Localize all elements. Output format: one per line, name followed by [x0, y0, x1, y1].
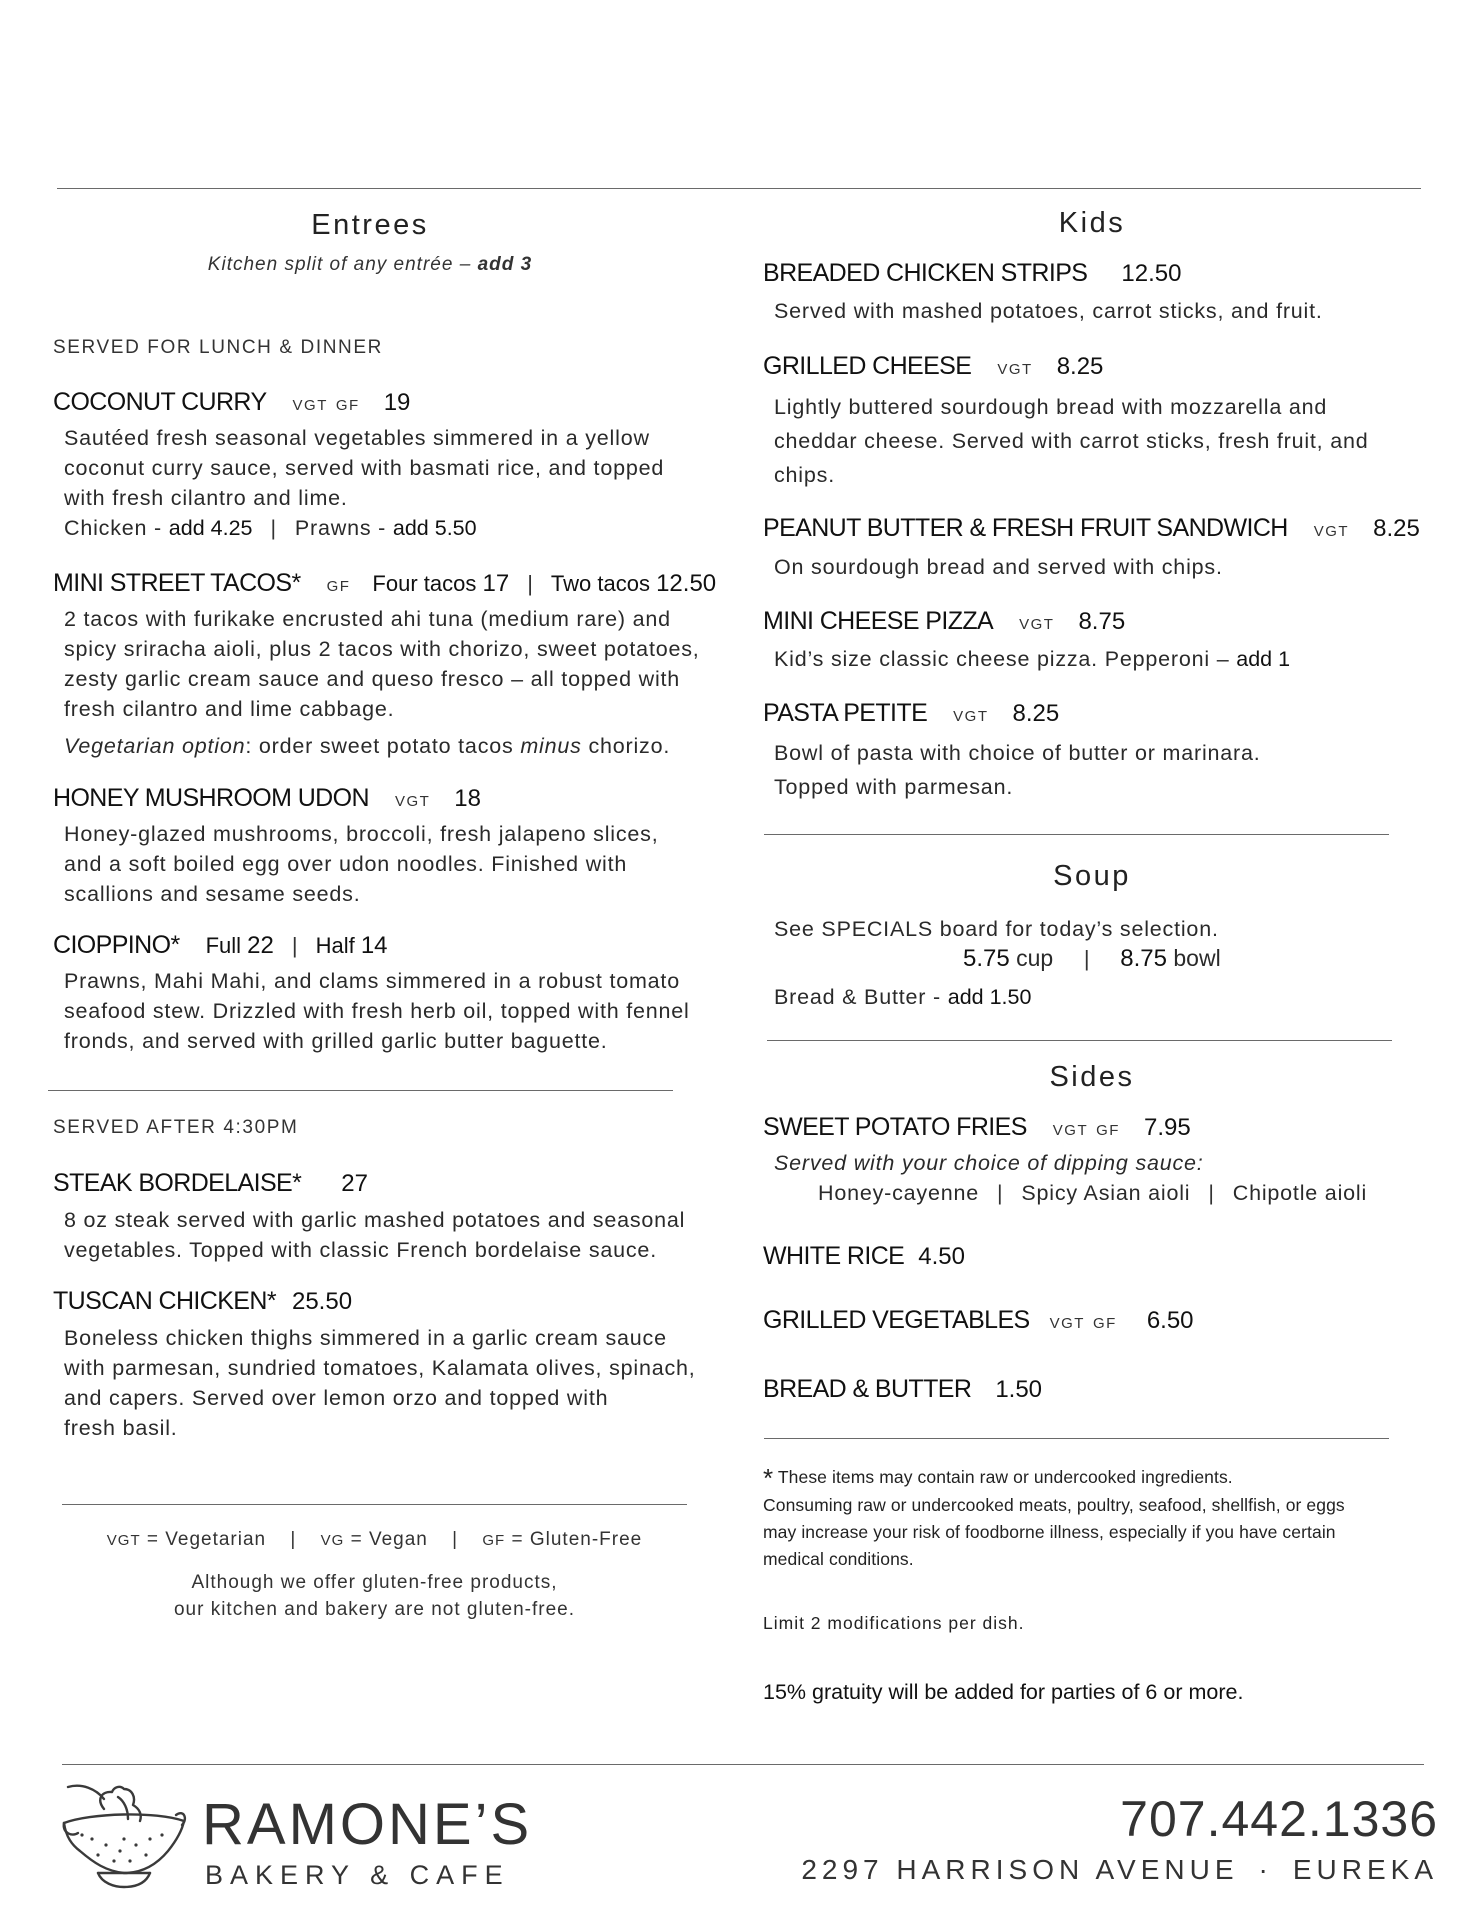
gratuity-note: 15% gratuity will be added for parties of 6 or more. — [763, 1680, 1244, 1704]
address: 2297 HARRISON AVENUE · EUREKA — [801, 1854, 1438, 1885]
brand-subtitle: BAKERY & CAFE — [205, 1860, 510, 1890]
item-name: PASTA PETITE — [763, 699, 928, 727]
lunch-dinner-label: SERVED FOR LUNCH & DINNER — [53, 337, 383, 358]
addon-prawns: Prawns - add 5.50 — [294, 516, 477, 540]
item-name: COCONUT CURRY — [53, 388, 267, 416]
vegetarian-tag: VGT — [292, 397, 328, 414]
brand-name: RAMONE’S — [202, 1792, 533, 1857]
kids-title: Kids — [1058, 207, 1126, 239]
diet-legend: VGT = Vegetarian | VG = Vegan | GF = Gluten-Free — [106, 1529, 643, 1550]
menu-item-coconut-curry — [53, 388, 410, 417]
item-name: PEANUT BUTTER & FRESH FRUIT SANDWICH — [763, 514, 1288, 542]
soup-cup: 5.75 cup — [963, 945, 1054, 972]
item-description: Honey-glazed mushrooms, broccoli, fresh jalapeno slices, and a soft boiled egg over udon noodles. Finished with scallions and sesame seeds. — [64, 822, 659, 906]
menu-item-tuscan-chicken — [53, 1287, 352, 1316]
menu-item-peanut-butter-sandwich — [763, 514, 1420, 543]
menu-item-grilled-cheese — [763, 352, 1103, 381]
item-price: 19 — [383, 389, 411, 416]
menu-item-breaded-chicken-strips — [763, 259, 1181, 288]
vegetarian-tag: VGT — [1049, 1315, 1085, 1332]
modification-limit-note: Limit 2 modifications per dish. — [763, 1613, 1025, 1633]
option-half: Half 14 — [315, 932, 388, 959]
item-price: 27 — [341, 1170, 368, 1197]
vegetarian-tag: VGT — [1052, 1122, 1089, 1139]
option-full: Full 22 — [205, 932, 274, 959]
item-description: 2 tacos with furikake encrusted ahi tuna (medium rare) and spicy sriracha aioli, plus 2 tacos with chorizo, sweet potatoes, zesty garlic cream sauce and queso fresco – all topped with fresh cilantro and lime cabbage. — [64, 607, 700, 721]
soup-prices: 5.75 cup | 8.75 bowl — [963, 945, 1221, 972]
item-name: WHITE RICE — [763, 1242, 905, 1270]
item-price: 8.25 — [1012, 700, 1060, 727]
item-name: TUSCAN CHICKEN* — [53, 1287, 276, 1315]
item-name: GRILLED VEGETABLES — [763, 1306, 1030, 1334]
menu-item-mini-street-tacos: MINI STREET TACOS* GF Four tacos 17 | Two tacos 12.50 — [53, 569, 717, 597]
vegetarian-tag: VGT — [997, 361, 1033, 378]
soup-bread-addon: Bread & Butter - add 1.50 — [774, 985, 1032, 1009]
kitchen-split-note: Kitchen split of any entrée – add 3 — [207, 254, 533, 275]
item-price: 18 — [454, 785, 481, 812]
menu-item-cioppino: CIOPPINO* Full 22 | Half 14 — [53, 931, 388, 959]
menu-item-sweet-potato-fries — [763, 1113, 1191, 1142]
phone-number: 707.442.1336 — [1120, 1791, 1438, 1847]
entrees-divider — [48, 1090, 673, 1091]
menu-item-grilled-vegetables — [763, 1306, 1194, 1335]
item-name: GRILLED CHEESE — [763, 352, 972, 380]
item-description: Served with mashed potatoes, carrot sticks, and fruit. — [774, 299, 1323, 323]
vegetarian-option-note: Vegetarian option: order sweet potato tacos minus chorizo. — [64, 734, 671, 758]
item-name: BREAD & BUTTER — [763, 1375, 972, 1403]
legend-gluten-free: GF = Gluten-Free — [482, 1529, 643, 1550]
item-name: MINI STREET TACOS* — [53, 569, 301, 597]
menu-item-mini-cheese-pizza — [763, 607, 1125, 636]
sauce-chipotle-aioli: Chipotle aioli — [1232, 1181, 1368, 1205]
menu-item-pasta-petite — [763, 699, 1059, 728]
after-430-label: SERVED AFTER 4:30PM — [53, 1117, 299, 1138]
entrees-title: Entrees — [311, 209, 429, 241]
vegetarian-tag: VGT — [1313, 523, 1350, 540]
legend-vegetarian: VGT = Vegetarian — [106, 1529, 267, 1550]
item-description: Sautéed fresh seasonal vegetables simmered in a yellow coconut curry sauce, served with basmati rice, and topped with fresh cilantro and lime. Chicken - add 4.25 | Prawns - add 5.50 — [64, 426, 665, 540]
gluten-free-disclaimer: Although we offer gluten-free products, our kitchen and bakery are not gluten-free. — [173, 1572, 576, 1620]
asterisk: * — [763, 1463, 774, 1493]
item-name: MINI CHEESE PIZZA — [763, 607, 994, 635]
item-description: On sourdough bread and served with chips. — [774, 555, 1223, 579]
item-price: 8.25 — [1373, 515, 1420, 542]
item-price: 25.50 — [291, 1288, 353, 1315]
dipping-sauce-intro: Served with your choice of dipping sauce: — [774, 1151, 1204, 1175]
gluten-free-tag: GF — [1092, 1315, 1117, 1332]
kitchen-split-price: add 3 — [477, 254, 533, 275]
sides-title: Sides — [1049, 1061, 1135, 1093]
addon-chicken: Chicken - add 4.25 — [64, 516, 253, 540]
vegetarian-tag: VGT — [394, 793, 431, 810]
legend-vegan: VG = Vegan — [320, 1529, 428, 1550]
vegetarian-tag: VGT — [1019, 616, 1055, 633]
gluten-free-tag: GF — [326, 578, 351, 595]
pepperoni-add-price: add 1 — [1236, 647, 1291, 671]
menu-item-honey-mushroom-udon — [53, 784, 481, 813]
item-description: Prawns, Mahi Mahi, and clams simmered in a robust tomato seafood stew. Drizzled with fresh herb oil, topped with fennel fronds, and served with grilled garlic butter baguette. — [64, 969, 690, 1053]
sauce-spicy-asian-aioli: Spicy Asian aioli — [1021, 1181, 1191, 1205]
item-price: 7.95 — [1143, 1114, 1191, 1141]
raw-food-warning: * These items may contain raw or undercooked ingredients. Consuming raw or undercooked meats, poultry, seafood, shellfish, or eggs may increase your risk of foodborne illness, especially if you have certain medical conditions. — [763, 1463, 1345, 1569]
soup-bowl: 8.75 bowl — [1120, 945, 1221, 972]
item-description: Lightly buttered sourdough bread with mozzarella and cheddar cheese. Served with carrot sticks, fresh fruit, and chips. — [774, 395, 1369, 487]
menu-item-bread-butter — [763, 1375, 1042, 1404]
gluten-free-tag: GF — [1096, 1122, 1120, 1139]
vegetarian-tag: VGT — [953, 708, 989, 725]
option-two-tacos: Two tacos 12.50 — [550, 570, 717, 597]
menu-item-white-rice — [763, 1242, 965, 1271]
item-price: 12.50 — [1121, 260, 1182, 287]
kids-divider — [764, 834, 1389, 835]
sides-divider — [764, 1438, 1389, 1439]
footer-divider — [62, 1764, 1424, 1765]
item-name: SWEET POTATO FRIES — [763, 1113, 1027, 1141]
item-price: 4.50 — [918, 1243, 965, 1270]
menu-item-steak-bordelaise — [53, 1169, 368, 1198]
legend-divider — [62, 1504, 687, 1505]
top-divider — [57, 188, 1421, 189]
item-name: STEAK BORDELAISE* — [53, 1169, 302, 1197]
item-name: CIOPPINO* — [53, 931, 180, 959]
item-price: 8.25 — [1056, 353, 1104, 380]
soup-specials-note: See SPECIALS board for today’s selection. — [774, 917, 1219, 941]
item-name: HONEY MUSHROOM UDON — [53, 784, 369, 812]
item-name: BREADED CHICKEN STRIPS — [763, 259, 1088, 287]
option-four-tacos: Four tacos 17 — [372, 570, 510, 597]
item-price: 1.50 — [995, 1376, 1043, 1403]
bakery-bowl-logo-icon — [58, 1779, 190, 1894]
item-price: 6.50 — [1146, 1307, 1194, 1334]
item-price: 8.75 — [1078, 608, 1126, 635]
dipping-sauce-options: Honey-cayenne | Spicy Asian aioli | Chipotle aioli — [818, 1181, 1368, 1205]
soup-divider — [767, 1040, 1392, 1041]
gluten-free-tag: GF — [335, 397, 360, 414]
sauce-honey-cayenne: Honey-cayenne — [818, 1181, 979, 1205]
item-description: Kid’s size classic cheese pizza. Pepperoni – add 1 — [774, 647, 1291, 671]
item-description: 8 oz steak served with garlic mashed potatoes and seasonal vegetables. Topped with classic French bordelaise sauce. — [64, 1208, 686, 1262]
soup-title: Soup — [1053, 860, 1131, 892]
item-description: Boneless chicken thighs simmered in a garlic cream sauce with parmesan, sundried tomatoes, Kalamata olives, spinach, and capers. Served over lemon orzo and topped with fresh basil. — [64, 1326, 696, 1440]
item-description: Bowl of pasta with choice of butter or marinara. Topped with parmesan. — [774, 741, 1261, 799]
